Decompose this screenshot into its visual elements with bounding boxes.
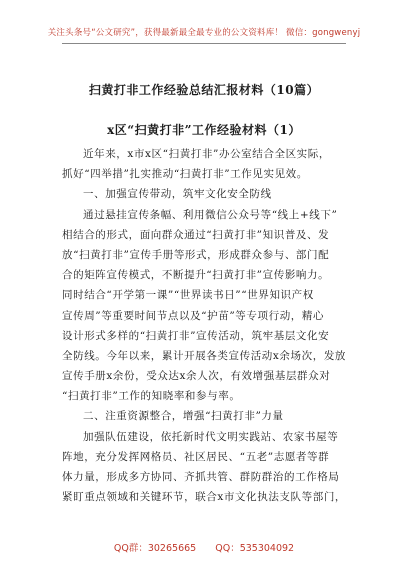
body-line: 合的矩阵宣传模式，不断提升“扫黄打非”宣传影响力。 <box>62 269 330 282</box>
body-line: 同时结合“开学第一课”“世界读书日”“世界知识产权 <box>62 289 314 302</box>
section-title: x区“扫黄打非”工作经验材料（1） <box>107 123 301 137</box>
body-line: 加强队伍建设，依托新时代文明实践站、农家书屋等 <box>83 430 339 443</box>
footer-contact <box>0 540 408 554</box>
body-line: 相结合的形式，面向群众通过“扫黄打非”知识普及、发 <box>62 228 330 241</box>
document-body <box>62 144 346 507</box>
body-line: 宣传周”等重要时间节点以及“护苗”等专项行动，精心 <box>62 309 325 322</box>
footer-qq-group: QQ群：30265665 <box>113 543 197 554</box>
body-line: “扫黄打非”工作的知晓率和参与率。 <box>62 390 241 403</box>
header-divider <box>62 43 346 44</box>
body-line: 全防线。今年以来，累计开展各类宣传活动x余场次，发放 <box>62 349 346 362</box>
body-line: 二、注重资源整合，增强“扫黄打非”力量 <box>83 410 284 423</box>
body-line: 通过悬挂宣传条幅、利用微信公众号等“线上+线下” <box>83 208 338 221</box>
body-line: 体力量，形成多方协同、齐抓共管、群防群治的工作格局 <box>62 471 340 483</box>
footer-qq: QQ：535304092 <box>215 543 295 554</box>
body-line: 阵地，充分发挥网格员、社区居民、“五老”志愿者等群 <box>62 450 330 463</box>
body-line: 一、加强宣传带动，筑牢文化安全防线 <box>83 188 272 201</box>
header-promo-note: 关注头条号“公文研究”，获得最新最全最专业的公文资料库！ 微信：gongwenyj <box>47 28 361 38</box>
document-title: 扫黄打非工作经验总结汇报材料（10篇） <box>88 83 320 97</box>
body-line: 宣传手册x余份，受众达x余人次，有效增强基层群众对 <box>62 370 331 383</box>
body-line: 近年来，x市x区“扫黄打非”办公室结合全区实际， <box>83 148 330 160</box>
body-line: 紧盯重点领域和关键环节，联合x市文化执法支队等部门， <box>62 491 346 504</box>
body-line: 放“扫黄打非”宣传手册等形式，形成群众参与、部门配 <box>62 248 330 261</box>
body-line: 抓好“四举措”扎实推动“扫黄打非”工作见实见效。 <box>62 168 308 181</box>
body-line: 设计形式多样的“扫黄打非”宣传活动，筑牢基层文化安 <box>62 329 330 342</box>
